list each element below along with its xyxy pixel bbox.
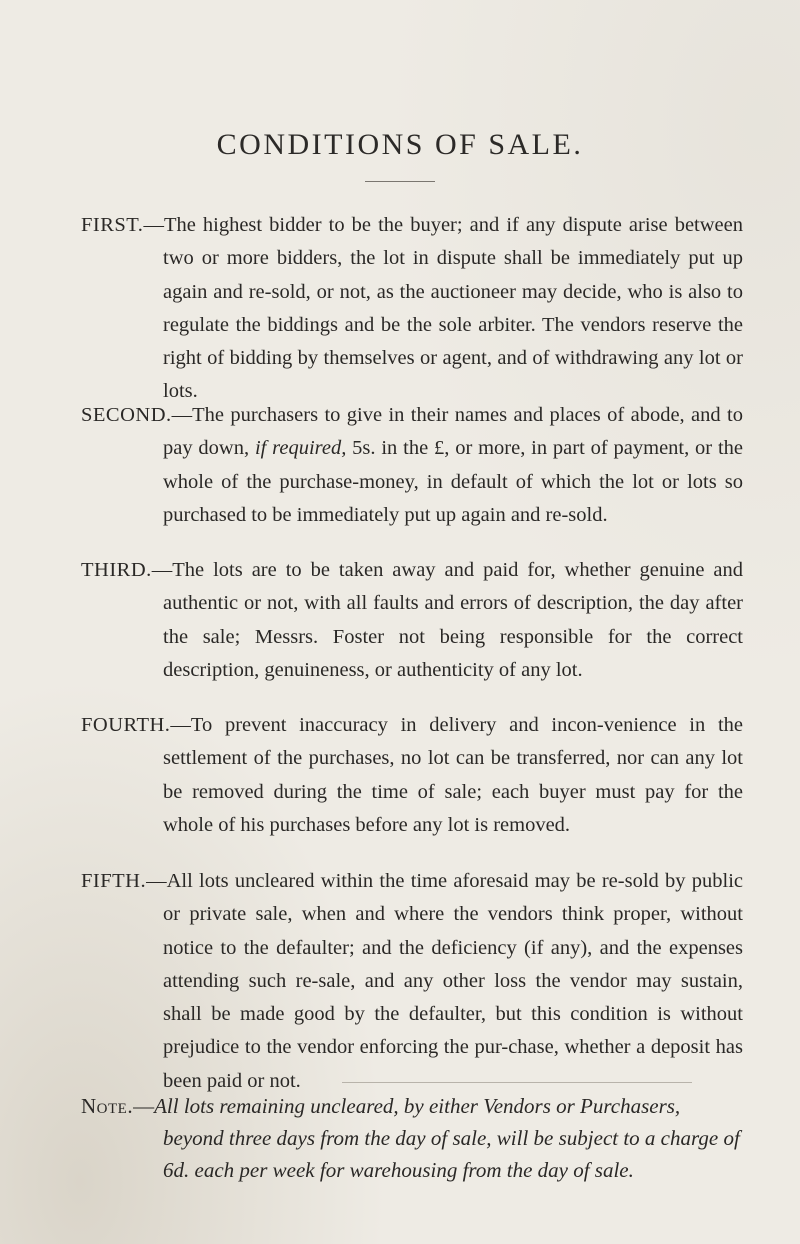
condition-third bbox=[81, 554, 743, 687]
condition-text: The purchasers to give in their names and places of abode, and to pay down, bbox=[163, 404, 743, 460]
condition-text-continued: 5s. in the £, or more, in part of payment, or the whole of the purchase-money, in default of which the lot or lots so purchased to be immediately put up again and re-sold. bbox=[163, 437, 744, 526]
note-text: All lots remaining uncleared, by either Vendors or Purchasers, beyond three days from the day of sale, will be subject to a charge of 6d. each per week for warehousing from the day of sale. bbox=[154, 1094, 740, 1182]
condition-fourth bbox=[81, 709, 743, 842]
condition-ordinal: FOURTH. bbox=[81, 714, 171, 736]
condition-fifth bbox=[81, 865, 743, 1098]
condition-text: The lots are to be taken away and paid for, whether genuine and authentic or not, with all faults and errors of description, the day after the sale; Messrs. Foster not being responsible for the correct description, genuineness, or authenticity of any lot. bbox=[163, 559, 743, 681]
note-label: Note. bbox=[81, 1094, 134, 1118]
condition-text: To prevent inaccuracy in delivery and incon-venience in the settlement of the purchases, no lot can be transferred, nor can any lot be removed during the time of sale; each buyer must pay for the whole of his purchases before any lot is removed. bbox=[163, 714, 743, 836]
condition-ordinal: FIRST. bbox=[81, 214, 144, 236]
condition-dash: — bbox=[170, 714, 191, 736]
condition-first bbox=[81, 209, 743, 409]
condition-ordinal: SECOND. bbox=[81, 404, 172, 426]
section-divider bbox=[342, 1082, 692, 1083]
condition-ordinal: FIFTH. bbox=[81, 870, 147, 892]
condition-dash: — bbox=[146, 870, 167, 892]
condition-text: The highest bidder to be the buyer; and if any dispute arise between two or more bidders, the lot in dispute shall be immediately put up again and re-sold, or not, as the auctioneer may decide, who is also to regulate the biddings and be the sole arbiter. The vendors reserve the right of bidding by themselves or agent, and of withdrawing any lot or lots. bbox=[163, 214, 743, 403]
note bbox=[81, 1090, 743, 1186]
condition-second bbox=[81, 399, 743, 532]
note-dash: — bbox=[133, 1094, 155, 1118]
condition-ordinal: THIRD. bbox=[81, 559, 152, 581]
title-divider bbox=[365, 181, 435, 182]
condition-dash: — bbox=[171, 404, 193, 426]
condition-text: All lots uncleared within the time aforesaid may be re-sold by public or private sale, when and where the vendors think proper, without notice to the defaulter; and the deficiency (if any), and the expenses attending such re-sale, and any other loss the vendor may sustain, shall be made good by the defaulter, but this condition is without prejudice to the vendor enforcing the pur-chase, whether a deposit has been paid or not. bbox=[163, 870, 743, 1092]
condition-dash: — bbox=[143, 214, 164, 236]
condition-dash: — bbox=[151, 559, 173, 581]
condition-italic-text: if required, bbox=[254, 437, 347, 460]
page-title: CONDITIONS OF SALE. bbox=[216, 128, 584, 161]
